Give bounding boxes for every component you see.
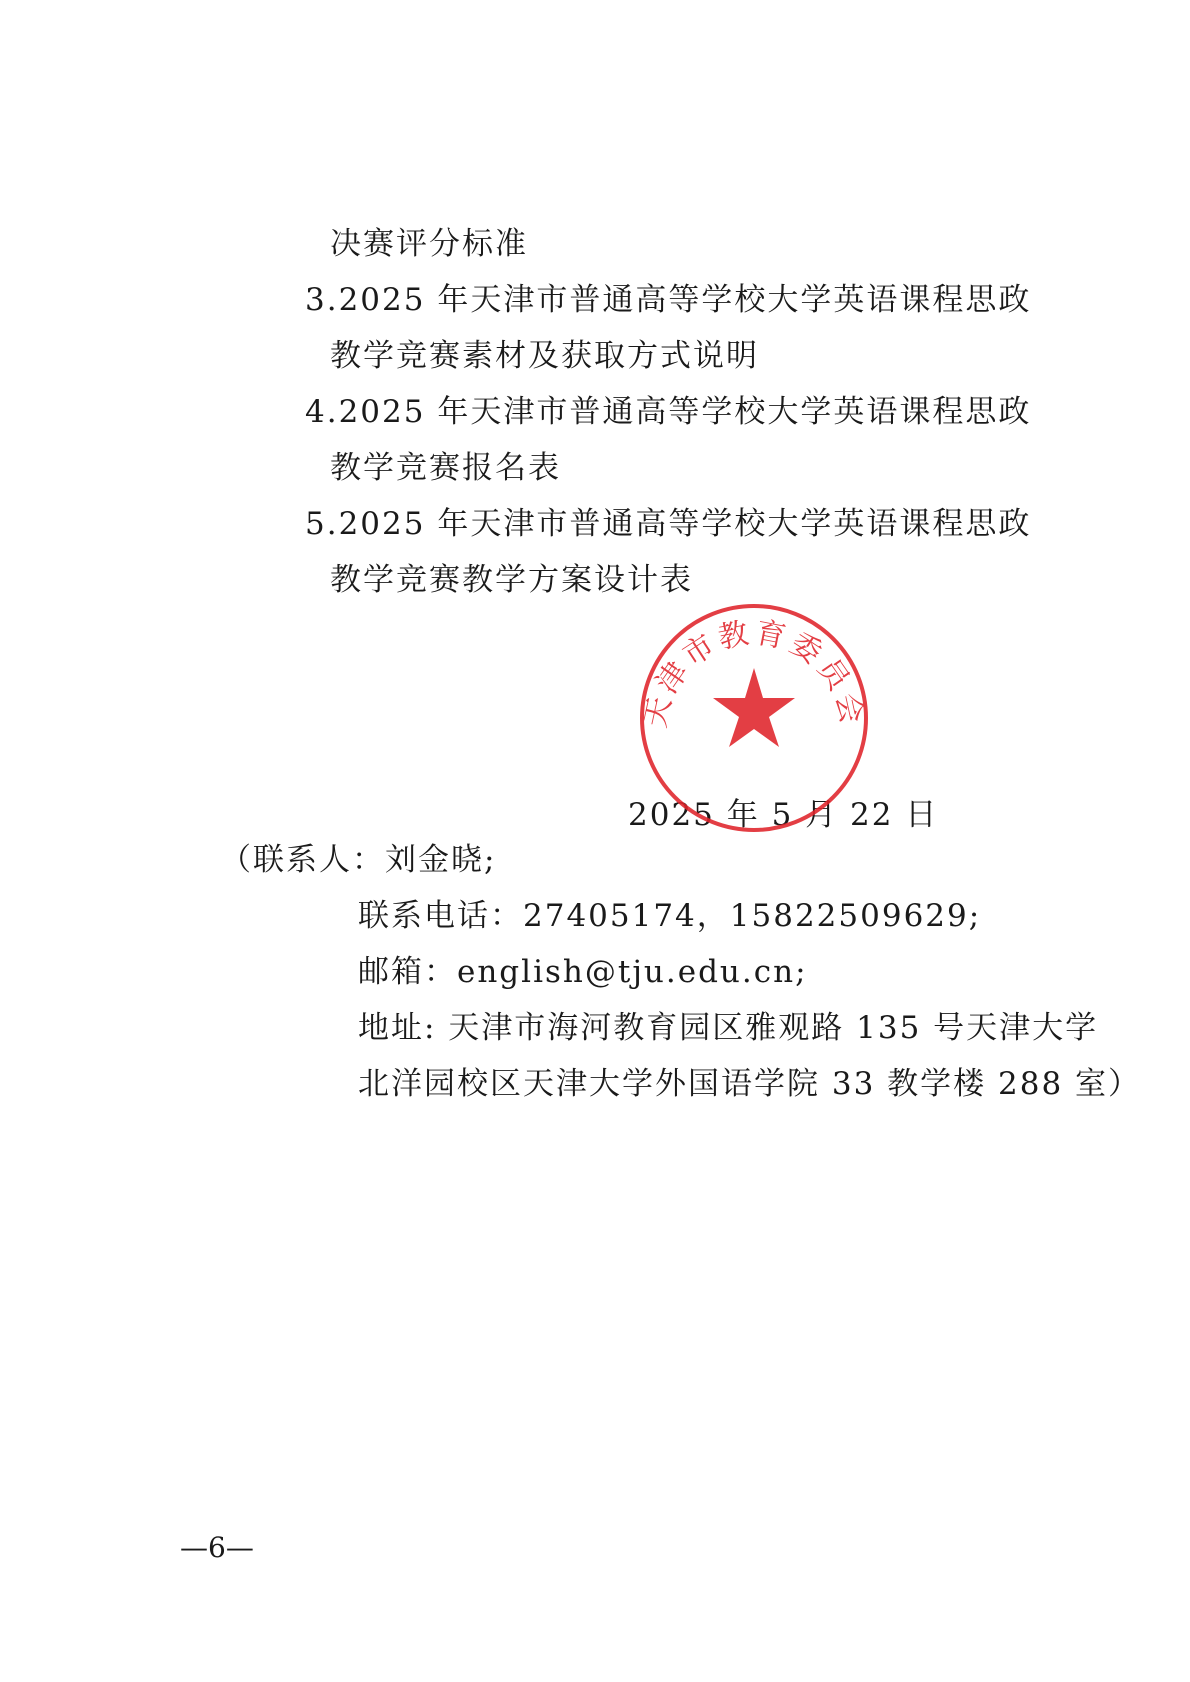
attachment-5-line-1: 5.2025 年天津市普通高等学校大学英语课程思政 — [305, 506, 1032, 542]
attachment-5-line-2: 教学竞赛教学方案设计表 — [330, 562, 693, 598]
contact-address-line-1: 地址: 天津市海河教育园区雅观路 135 号天津大学 — [358, 1010, 1099, 1046]
contact-phone: 联系电话：27405174，15822509629; — [358, 898, 982, 934]
contact-person: （联系人：刘金晓; — [220, 842, 497, 878]
attachment-4-line-1: 4.2025 年天津市普通高等学校大学英语课程思政 — [305, 394, 1032, 430]
contact-email: 邮箱：english@tju.edu.cn; — [358, 954, 808, 990]
page-number: —6— — [180, 1531, 254, 1564]
attachment-3-line-2: 教学竞赛素材及获取方式说明 — [330, 338, 759, 374]
attachment-3-line-1: 3.2025 年天津市普通高等学校大学英语课程思政 — [305, 282, 1032, 318]
official-seal-icon — [636, 600, 872, 836]
attachment-2-continued: 决赛评分标准 — [330, 226, 528, 262]
svg-text:天津市教育委员会: 天津市教育委员会 — [638, 615, 870, 731]
contact-address-line-2: 北洋园校区天津大学外国语学院 33 教学楼 288 室） — [358, 1066, 1142, 1102]
attachment-4-line-2: 教学竞赛报名表 — [330, 450, 561, 486]
issue-date: 2025 年 5 月 22 日 — [628, 797, 939, 833]
